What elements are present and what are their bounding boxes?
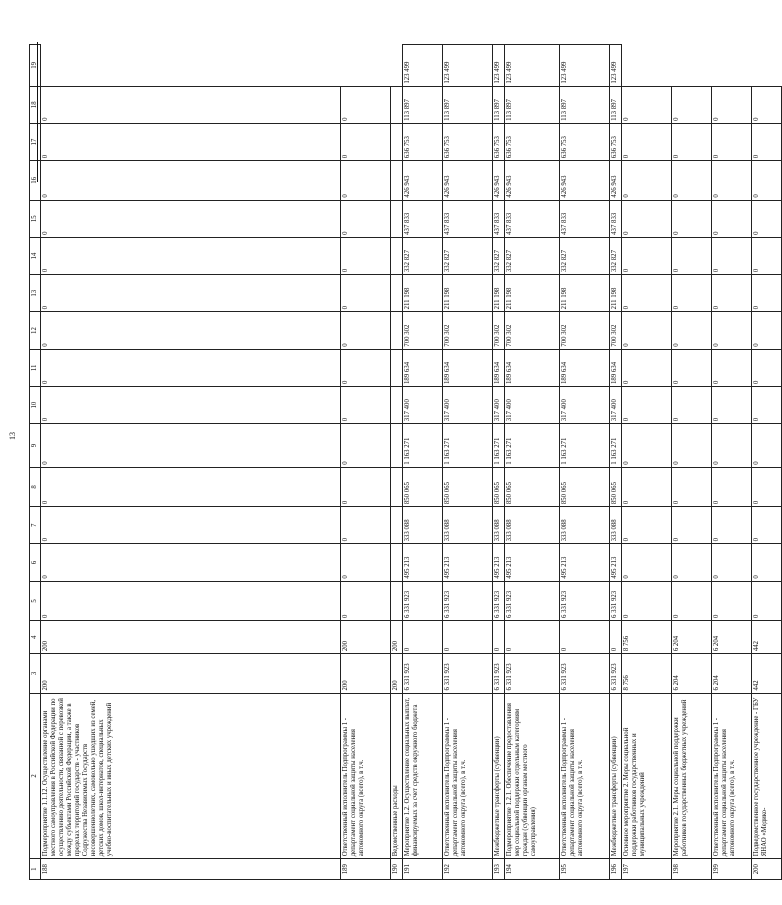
value-cell [391, 507, 403, 544]
column-number: 16 [30, 161, 41, 200]
column-number: 2 [30, 693, 41, 859]
value-cell: 332 827 [493, 237, 505, 274]
table-row [41, 45, 341, 880]
row-number: 200 [752, 859, 782, 880]
column-number: 19 [30, 45, 41, 87]
value-cell: 6 331 923 [505, 581, 560, 620]
value-cell: 0 [672, 349, 712, 386]
value-cell: 211 198 [443, 275, 493, 312]
value-cell [391, 349, 403, 386]
value-cell: 0 [752, 424, 782, 468]
value-cell: 317 400 [505, 386, 560, 423]
table-row [403, 45, 443, 880]
value-cell: 0 [41, 237, 341, 274]
value-cell: 6 331 923 [610, 581, 622, 620]
value-cell: 0 [493, 621, 505, 654]
value-cell: 6 331 923 [443, 654, 493, 693]
value-cell [391, 386, 403, 423]
value-cell: 442 [752, 621, 782, 654]
value-cell: 0 [341, 349, 391, 386]
value-cell: 0 [752, 349, 782, 386]
value-cell: 189 634 [443, 349, 493, 386]
page-number: 13 [8, 432, 17, 440]
value-cell: 0 [672, 581, 712, 620]
value-cell: 495 213 [610, 544, 622, 581]
value-cell: 113 897 [610, 86, 622, 123]
table-row [622, 45, 672, 880]
value-cell: 0 [712, 275, 752, 312]
value-cell: 0 [41, 275, 341, 312]
value-cell: 0 [752, 312, 782, 349]
value-cell [391, 581, 403, 620]
table-row [752, 45, 782, 880]
value-cell [391, 544, 403, 581]
value-cell: 0 [610, 621, 622, 654]
row-number: 194 [505, 859, 560, 880]
row-description: Ведомственные расходы [391, 693, 403, 859]
row-description: Ответственный исполнитель Подпрограммы 1 - департамент социальной защиты населения автономного округа (всего), в т.ч. [560, 693, 610, 859]
value-cell: 0 [672, 275, 712, 312]
value-cell: 317 400 [610, 386, 622, 423]
value-cell: 0 [752, 581, 782, 620]
value-cell: 317 400 [443, 386, 493, 423]
table-row [560, 45, 610, 880]
value-cell: 437 833 [443, 200, 493, 237]
value-cell: 0 [41, 349, 341, 386]
row-description: Ответственный исполнитель Подпрограммы 1 - департамент социальной защиты населения автономного округа (всего), в т.ч. [712, 693, 752, 859]
table-row [443, 45, 493, 880]
value-cell: 0 [41, 386, 341, 423]
row-description: Межбюджетные трансферты (субвенции) [493, 693, 505, 859]
row-number: 192 [443, 859, 493, 880]
value-cell: 211 198 [610, 275, 622, 312]
value-cell: 0 [622, 349, 672, 386]
value-cell: 0 [622, 123, 672, 160]
value-cell: 113 897 [505, 86, 560, 123]
value-cell: 0 [341, 275, 391, 312]
row-number: 191 [403, 859, 443, 880]
value-cell: 0 [622, 237, 672, 274]
value-cell: 437 833 [403, 200, 443, 237]
value-cell: 332 827 [443, 237, 493, 274]
column-number: 17 [30, 123, 41, 160]
value-cell: 0 [341, 86, 391, 123]
value-cell: 0 [341, 161, 391, 200]
value-cell: 636 753 [505, 123, 560, 160]
value-cell: 850 065 [505, 467, 560, 506]
value-cell: 850 065 [610, 467, 622, 506]
value-cell: 317 400 [403, 386, 443, 423]
value-cell: 200 [391, 654, 403, 693]
column-number: 14 [30, 237, 41, 274]
value-cell: 0 [752, 86, 782, 123]
value-cell: 0 [341, 467, 391, 506]
top-rule [37, 42, 38, 182]
row-description: Ответственный исполнитель Подпрограммы 1 - департамент социальной защиты населения автономного округа (всего), в т.ч. [341, 693, 391, 859]
column-number: 9 [30, 424, 41, 468]
value-cell: 0 [622, 86, 672, 123]
value-cell [391, 467, 403, 506]
value-cell: 0 [403, 621, 443, 654]
value-cell: 0 [622, 581, 672, 620]
value-cell: 211 198 [493, 275, 505, 312]
value-cell: 123 499 [505, 45, 560, 87]
row-number: 197 [622, 859, 672, 880]
value-cell: 0 [41, 581, 341, 620]
value-cell: 6 331 923 [560, 654, 610, 693]
value-cell: 211 198 [560, 275, 610, 312]
value-cell: 636 753 [610, 123, 622, 160]
value-cell: 189 634 [403, 349, 443, 386]
value-cell: 0 [712, 544, 752, 581]
value-cell: 0 [622, 544, 672, 581]
value-cell: 0 [341, 544, 391, 581]
table-row [505, 45, 560, 880]
value-cell [391, 275, 403, 312]
row-number: 198 [672, 859, 712, 880]
value-cell: 0 [41, 507, 341, 544]
column-number: 10 [30, 386, 41, 423]
value-cell: 0 [443, 621, 493, 654]
row-description: Мероприятие 2.1. Меры социальной поддержки работников государственных бюджетных учреждений [672, 693, 712, 859]
row-description: Мероприятие 1.2. Осуществление социальных выплат, финансируемых за счет средств окружного бюджета [403, 693, 443, 859]
value-cell: 0 [672, 123, 712, 160]
value-cell: 0 [341, 424, 391, 468]
value-cell: 426 943 [560, 161, 610, 200]
value-cell: 0 [672, 86, 712, 123]
value-cell [391, 123, 403, 160]
value-cell: 332 827 [610, 237, 622, 274]
value-cell: 200 [341, 654, 391, 693]
value-cell: 0 [560, 621, 610, 654]
value-cell: 0 [752, 200, 782, 237]
column-number: 7 [30, 507, 41, 544]
value-cell: 850 065 [560, 467, 610, 506]
value-cell: 211 198 [505, 275, 560, 312]
value-cell: 1 163 271 [493, 424, 505, 468]
value-cell: 6 331 923 [610, 654, 622, 693]
value-cell: 0 [672, 161, 712, 200]
value-cell: 0 [41, 424, 341, 468]
value-cell [391, 237, 403, 274]
column-number: 13 [30, 275, 41, 312]
value-cell: 189 634 [560, 349, 610, 386]
value-cell: 1 163 271 [443, 424, 493, 468]
value-cell: 123 499 [403, 45, 443, 87]
value-cell: 0 [712, 237, 752, 274]
value-cell: 113 897 [493, 86, 505, 123]
value-cell: 0 [712, 86, 752, 123]
value-cell: 6 331 923 [493, 581, 505, 620]
value-cell: 0 [712, 581, 752, 620]
value-cell: 495 213 [560, 544, 610, 581]
value-cell: 200 [41, 621, 341, 654]
value-cell: 700 302 [443, 312, 493, 349]
column-number: 12 [30, 312, 41, 349]
value-cell: 0 [752, 507, 782, 544]
table-row [493, 45, 505, 880]
value-cell: 332 827 [403, 237, 443, 274]
value-cell: 0 [752, 275, 782, 312]
value-cell: 333 088 [610, 507, 622, 544]
column-number: 1 [30, 859, 41, 880]
value-cell: 0 [712, 123, 752, 160]
row-number: 199 [712, 859, 752, 880]
row-number: 193 [493, 859, 505, 880]
value-cell [391, 200, 403, 237]
value-cell: 437 833 [560, 200, 610, 237]
column-number-row [30, 45, 41, 880]
value-cell: 0 [341, 123, 391, 160]
value-cell: 636 753 [443, 123, 493, 160]
value-cell: 0 [341, 312, 391, 349]
value-cell: 636 753 [560, 123, 610, 160]
value-cell: 0 [341, 237, 391, 274]
value-cell: 850 065 [443, 467, 493, 506]
table-row [341, 45, 391, 880]
value-cell: 6 204 [712, 654, 752, 693]
rotated-page [29, 42, 769, 880]
value-cell: 6 331 923 [403, 581, 443, 620]
value-cell: 0 [672, 237, 712, 274]
value-cell: 636 753 [493, 123, 505, 160]
value-cell: 0 [672, 424, 712, 468]
column-number: 18 [30, 86, 41, 123]
value-cell: 333 088 [443, 507, 493, 544]
value-cell: 317 400 [560, 386, 610, 423]
value-cell: 0 [752, 544, 782, 581]
row-number: 196 [610, 859, 622, 880]
value-cell: 0 [712, 467, 752, 506]
value-cell: 0 [505, 621, 560, 654]
value-cell: 332 827 [560, 237, 610, 274]
row-number: 190 [391, 859, 403, 880]
value-cell: 0 [41, 161, 341, 200]
value-cell: 0 [712, 424, 752, 468]
value-cell: 426 943 [610, 161, 622, 200]
value-cell: 317 400 [493, 386, 505, 423]
value-cell: 0 [752, 161, 782, 200]
value-cell: 495 213 [493, 544, 505, 581]
value-cell [391, 424, 403, 468]
value-cell: 0 [622, 161, 672, 200]
value-cell: 0 [672, 200, 712, 237]
value-cell: 0 [712, 200, 752, 237]
table-row [610, 45, 622, 880]
value-cell: 0 [752, 386, 782, 423]
value-cell: 426 943 [505, 161, 560, 200]
value-cell: 437 833 [610, 200, 622, 237]
column-number: 8 [30, 467, 41, 506]
row-number: 188 [41, 859, 341, 880]
value-cell: 6 331 923 [560, 581, 610, 620]
table-row [712, 45, 752, 880]
value-cell: 437 833 [505, 200, 560, 237]
value-cell: 0 [672, 312, 712, 349]
column-number: 4 [30, 621, 41, 654]
value-cell: 6 331 923 [505, 654, 560, 693]
row-description: Ответственный исполнитель Подпрограммы 1 - департамент социальной защиты населения автономного округа (всего), в т.ч. [443, 693, 493, 859]
value-cell: 6 204 [672, 621, 712, 654]
value-cell: 700 302 [610, 312, 622, 349]
value-cell: 850 065 [403, 467, 443, 506]
value-cell: 0 [672, 386, 712, 423]
value-cell: 426 943 [493, 161, 505, 200]
value-cell: 1 163 271 [403, 424, 443, 468]
value-cell [391, 161, 403, 200]
value-cell: 1 163 271 [610, 424, 622, 468]
row-number: 189 [341, 859, 391, 880]
value-cell: 189 634 [610, 349, 622, 386]
row-description: Подмероприятие 1.2.1. Обеспечение предоставления мер социальной поддержки отдельным категориям граждан (субвенции органам местного самоуправления) [505, 693, 560, 859]
value-cell: 6 204 [712, 621, 752, 654]
value-cell: 700 302 [505, 312, 560, 349]
value-cell: 6 331 923 [443, 581, 493, 620]
value-cell: 0 [41, 312, 341, 349]
value-cell: 0 [622, 312, 672, 349]
value-cell: 113 897 [443, 86, 493, 123]
value-cell: 0 [41, 123, 341, 160]
value-cell: 333 088 [493, 507, 505, 544]
value-cell: 700 302 [493, 312, 505, 349]
value-cell: 495 213 [443, 544, 493, 581]
value-cell: 0 [41, 467, 341, 506]
value-cell: 189 634 [505, 349, 560, 386]
table-row [391, 45, 403, 880]
value-cell: 0 [672, 467, 712, 506]
row-number: 195 [560, 859, 610, 880]
value-cell: 0 [622, 507, 672, 544]
value-cell: 0 [622, 467, 672, 506]
row-description: Основное мероприятие 2. Меры социальной поддержки работников государственных и муниципальных учреждений [622, 693, 672, 859]
value-cell: 6 204 [672, 654, 712, 693]
row-description: Межбюджетные трансферты (субвенции) [610, 693, 622, 859]
column-number: 5 [30, 581, 41, 620]
value-cell: 0 [622, 275, 672, 312]
value-cell: 442 [752, 654, 782, 693]
value-cell: 123 499 [493, 45, 505, 87]
value-cell: 0 [752, 123, 782, 160]
column-number: 15 [30, 200, 41, 237]
value-cell: 333 088 [403, 507, 443, 544]
value-cell: 0 [672, 507, 712, 544]
value-cell: 0 [712, 507, 752, 544]
value-cell: 123 499 [443, 45, 493, 87]
value-cell: 0 [622, 200, 672, 237]
table-row [672, 45, 712, 880]
value-cell: 0 [672, 544, 712, 581]
value-cell: 700 302 [403, 312, 443, 349]
value-cell: 426 943 [403, 161, 443, 200]
value-cell: 0 [341, 200, 391, 237]
value-cell: 0 [41, 200, 341, 237]
value-cell: 636 753 [403, 123, 443, 160]
value-cell: 123 499 [610, 45, 622, 87]
value-cell: 0 [41, 86, 341, 123]
value-cell: 6 331 923 [493, 654, 505, 693]
value-cell: 6 331 923 [403, 654, 443, 693]
value-cell: 0 [622, 424, 672, 468]
value-cell: 189 634 [493, 349, 505, 386]
value-cell: 8 756 [622, 621, 672, 654]
value-cell: 0 [712, 161, 752, 200]
value-cell: 333 088 [560, 507, 610, 544]
value-cell: 113 897 [560, 86, 610, 123]
value-cell: 0 [752, 237, 782, 274]
value-cell: 200 [41, 654, 341, 693]
value-cell: 0 [341, 386, 391, 423]
value-cell: 495 213 [505, 544, 560, 581]
value-cell: 0 [622, 386, 672, 423]
column-number: 11 [30, 349, 41, 386]
value-cell: 437 833 [493, 200, 505, 237]
value-cell: 0 [752, 467, 782, 506]
value-cell: 0 [712, 312, 752, 349]
value-cell: 495 213 [403, 544, 443, 581]
value-cell: 8 756 [622, 654, 672, 693]
column-number: 6 [30, 544, 41, 581]
row-description: Подмероприятие 1.1.12. Осуществление органами местного самоуправления в Российской Федерации по осуществлению деятельности, связанной с перевозкой между субъектами Российской Федерации, а также в пределах территорий государств - участников Содружества Независимых Государств несовершеннолетних, самовольно ушедших из семей, детских домов, школ-интернатов, специальных учебно-воспитательных и иных детских учреждений [41, 693, 341, 859]
value-cell: 0 [712, 349, 752, 386]
value-cell: 211 198 [403, 275, 443, 312]
budget-table [29, 44, 782, 880]
value-cell: 333 088 [505, 507, 560, 544]
value-cell: 0 [341, 507, 391, 544]
value-cell: 0 [341, 581, 391, 620]
row-description: Подведомственное государственное учреждение - ГБУ ЯНАО «Медико- [752, 693, 782, 859]
value-cell: 850 065 [493, 467, 505, 506]
value-cell: 426 943 [443, 161, 493, 200]
value-cell: 1 163 271 [560, 424, 610, 468]
value-cell: 123 499 [560, 45, 610, 87]
value-cell [391, 312, 403, 349]
value-cell: 200 [341, 621, 391, 654]
value-cell: 200 [391, 621, 403, 654]
value-cell [391, 86, 403, 123]
column-number: 3 [30, 654, 41, 693]
value-cell: 0 [712, 386, 752, 423]
value-cell: 700 302 [560, 312, 610, 349]
value-cell: 1 163 271 [505, 424, 560, 468]
value-cell: 0 [41, 544, 341, 581]
value-cell: 113 897 [403, 86, 443, 123]
value-cell: 332 827 [505, 237, 560, 274]
